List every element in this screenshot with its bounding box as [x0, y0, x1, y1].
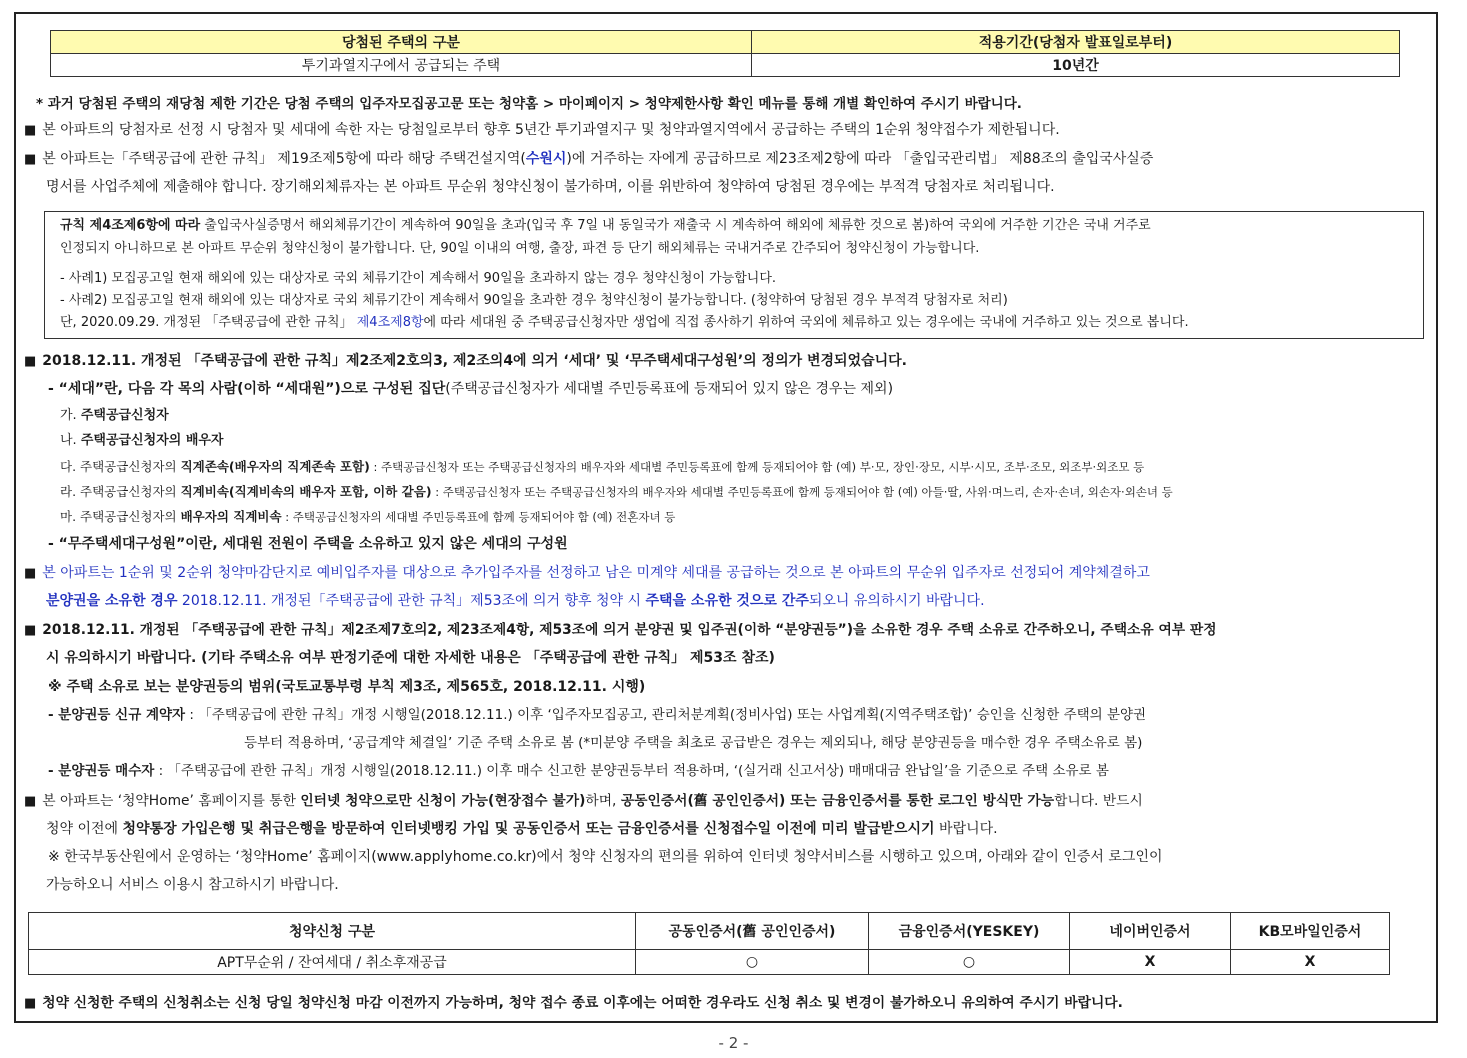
s3-new-contract	[48, 705, 1146, 725]
s4-l2a: 청약 이전에	[46, 821, 123, 837]
box-line-5	[60, 314, 1189, 332]
s4-l2r: 바랍니다.	[934, 821, 998, 837]
p2-text-b: )에 거주하는 자에게 공급하므로 제23조제2항에 따라 「출입국관리법」 제88조의 출입국사실증	[566, 151, 1154, 167]
s1-d1-bold: - “세대”란, 다음 각 목의 사람(이하 “세대원”)으로 구성된 집단	[48, 381, 446, 397]
s1-def-homeless: - “무주택세대구성원”이란, 세대원 전원이 주택을 소유하고 있지 않은 세대의 구성원	[48, 536, 568, 552]
s3-l4-bold: - 분양권등 신규 계약자	[48, 707, 186, 723]
bullet-square: ■	[24, 123, 37, 138]
s1-item-ra	[60, 483, 1173, 501]
s1-na-bold: 주택공급신청자의 배우자	[80, 433, 224, 448]
s2-line-2	[46, 591, 985, 611]
p1-text: 본 아파트의 당첨자로 선정 시 당첨자 및 세대에 속한 자는 당첨일로부터 향후 5년간 투기과열지구 및 청약과열지역에서 공급하는 주택의 1순위 청약접수가 제한됩니다.	[42, 122, 1060, 138]
bullet-square: ■	[24, 566, 37, 581]
s2-l1: 본 아파트는 1순위 및 2순위 청약마감단지로 예비입주자를 대상으로 추가입주자를 선정하고 남은 미계약 세대를 공급하는 것으로 본 아파트의 무순위 입주자로 선정되어 계약체결하고	[42, 565, 1150, 581]
table2-cell-joint-cert: ○	[636, 950, 869, 975]
table1-header-period: 적용기간(당첨자 발표일로부터)	[752, 31, 1400, 54]
box-line-1-bold: 규칙 제4조제6항에 따라	[60, 218, 201, 233]
p2-city: 수원시	[525, 151, 567, 167]
s4-l4: 가능하오니 서비스 이용시 참고하시기 바랍니다.	[46, 877, 339, 893]
box-line-3: - 사례1) 모집공고일 현재 해외에 있는 대상자로 국외 체류기간이 계속해서 90일을 초과하지 않는 경우 청약신청이 가능합니다.	[60, 271, 777, 286]
s3-buyer	[48, 761, 1109, 781]
s2-l2-bold: 분양권을 소유한 경우	[46, 593, 178, 609]
s3-l1: 2018.12.11. 개정된 「주택공급에 관한 규칙」제2조제7호의2, 제23조제4항, 제53조에 의거 분양권 및 입주권(이하 “분양권등”)을 소유한 경우 주택 소유로 간주하오니, 주택소유 여부 판정	[42, 622, 1217, 638]
s1-da-bold: 직계존속(배우자의 직계존속 포함)	[180, 459, 370, 474]
s3-l6-bold: - 분양권등 매수자	[48, 763, 155, 779]
s3-l4: : 「주택공급에 관한 규칙」개정 시행일(2018.12.11.) 이후 ‘입주자모집공고, 관리처분계획(정비사업) 또는 사업계획(지역주택조합)’ 승인을 신청한 주택의 분양권	[185, 707, 1147, 723]
table2-header-joint-cert: 공동인증서(舊 공인인증서)	[636, 913, 869, 950]
s1-item-na	[60, 432, 224, 450]
table2-cell-type: APT무순위 / 잔여세대 / 취소후재공급	[29, 950, 636, 975]
box-line-5a: 단, 2020.09.29. 개정된 「주택공급에 관한 규칙」	[60, 315, 357, 330]
s1-ga-bold: 주택공급신청자	[80, 408, 169, 423]
s4-line-2	[46, 819, 998, 839]
s1-item-da	[60, 458, 1144, 476]
s3-l3: ※ 주택 소유로 보는 분양권등의 범위(국토교통부령 부칙 제3조, 제565호, 2018.12.11. 시행)	[48, 679, 646, 695]
paragraph-rewin-limit	[24, 120, 1060, 141]
final-text: 청약 신청한 주택의 신청취소는 신청 당일 청약신청 마감 이전까지 가능하며, 청약 접수 종료 이후에는 어떠한 경우라도 신청 취소 및 변경이 불가하오니 유의하여 주시기 바랍니다.	[42, 995, 1123, 1011]
s1-item-ma	[60, 508, 675, 526]
table2-header-kb-cert: KB모바일인증서	[1231, 913, 1390, 950]
s4-l1a: 본 아파트는 ‘청약Home’ 홈페이지를 통한	[42, 793, 301, 809]
s1-ga-label: 가.	[60, 408, 81, 423]
s4-l1r: 합니다. 반드시	[1054, 793, 1143, 809]
s1-def-household	[48, 379, 893, 399]
table2-cell-kb-cert: X	[1231, 950, 1390, 975]
star-note: * 과거 당첨된 주택의 재당첨 제한 기간은 당첨 주택의 입주자모집공고문 또는 청약홈 > 마이페이지 > 청약제한사항 확인 메뉴를 통해 개별 확인하여 주시기 바랍니다.	[36, 96, 1022, 112]
section-unsold-units	[24, 563, 1150, 584]
table1-cell-type: 투기과열지구에서 공급되는 주택	[51, 54, 752, 77]
s1-ra-rest: : 주택공급신청자 또는 주택공급신청자의 배우자와 세대별 주민등록표에 함께 등재되어야 함 (예) 아들·딸, 사위·며느리, 손자·손녀, 외손자·외손녀 등	[431, 485, 1173, 499]
s1-ma-label: 마. 주택공급신청자의	[60, 509, 181, 524]
s3-l6: : 「주택공급에 관한 규칙」개정 시행일(2018.12.11.) 이후 매수 신고한 분양권등부터 적용하며, ‘(실거래 신고서상) 매매대금 완납일’을 기준으로 주택 소유로 봄	[154, 763, 1109, 779]
bullet-square: ■	[24, 794, 37, 809]
box-line-5-blue: 제4조제8항	[356, 315, 424, 330]
s2-l2: 2018.12.11. 개정된「주택공급에 관한 규칙」제53조에 의거 향후 청약 시	[177, 593, 646, 609]
table2-cell-naver-cert: X	[1070, 950, 1231, 975]
bullet-square: ■	[24, 996, 37, 1011]
box-line-1	[60, 217, 1151, 235]
s1-da-rest: : 주택공급신청자 또는 주택공급신청자의 배우자와 세대별 주민등록표에 함께 등재되어야 함 (예) 부·모, 장인·장모, 시부·시모, 조부·조모, 외조부·외조모 등	[369, 460, 1145, 474]
page-number: - 2 -	[718, 1034, 749, 1052]
s4-l1-bold2: 공동인증서(舊 공인인증서) 또는 금융인증서를 통한 로그인 방식만 가능	[620, 793, 1055, 809]
paragraph-residence	[24, 149, 1153, 170]
p2-text-c: 명서를 사업주체에 제출해야 합니다. 장기해외체류자는 본 아파트 무순위 청약신청이 불가하며, 이를 위반하여 청약하여 당첨된 경우에는 부적격 당첨자로 처리됩니다.	[46, 179, 1055, 195]
s1-ra-bold: 직계비속(직계비속의 배우자 포함, 이하 같음)	[180, 484, 432, 499]
table1-cell-period: 10년간	[752, 54, 1400, 77]
section-internet-apply	[24, 791, 1143, 812]
bullet-square: ■	[24, 152, 37, 167]
s1-ma-bold: 배우자의 직계비속	[180, 509, 282, 524]
table2-header-naver-cert: 네이버인증서	[1070, 913, 1231, 950]
s1-d1: (주택공급신청자가 세대별 주민등록표에 등재되어 있지 않은 경우는 제외)	[445, 381, 894, 397]
section-presale-rights	[24, 620, 1217, 641]
winning-house-period-table	[50, 30, 1400, 77]
table2-header-type: 청약신청 구분	[29, 913, 636, 950]
s3-l5: 등부터 적용하며, ‘공급계약 체결일’ 기준 주택 소유로 봄 (*미분양 주택을 최초로 공급받은 경우는 제외되나, 해당 분양권등을 매수한 경우 주택소유로 봄)	[244, 735, 1143, 751]
box-line-4: - 사례2) 모집공고일 현재 해외에 있는 대상자로 국외 체류기간이 계속해서 90일을 초과한 경우 청약신청이 불가능합니다. (청약하여 당첨된 경우 부적격 당첨자로 처리)	[60, 293, 1008, 308]
s1-title: 2018.12.11. 개정된 「주택공급에 관한 규칙」제2조제2호의3, 제2조의4에 의거 ‘세대’ 및 ‘무주택세대구성원’의 정의가 변경되었습니다.	[42, 353, 907, 369]
table1-header-type: 당첨된 주택의 구분	[51, 31, 752, 54]
s2-l2-rest: 되오니 유의하시기 바랍니다.	[808, 593, 985, 609]
s3-l2: 시 유의하시기 바랍니다. (기타 주택소유 여부 판정기준에 대한 자세한 내용은 「주택공급에 관한 규칙」 제53조 참조)	[46, 650, 775, 666]
s1-item-ga	[60, 407, 169, 425]
s4-l2-bold: 청약통장 가입은행 및 취급은행을 방문하여 인터넷뱅킹 가입 및 공동인증서 또는 금융인증서를 신청접수일 이전에 미리 발급받으시기	[122, 821, 935, 837]
s1-da-label: 다. 주택공급신청자의	[60, 459, 181, 474]
s1-ma-rest: : 주택공급신청자의 세대별 주민등록표에 함께 등재되어야 함 (예) 전혼자녀 등	[281, 510, 676, 524]
s1-na-label: 나.	[60, 433, 81, 448]
box-line-2: 인정되지 아니하므로 본 아파트 무순위 청약신청이 불가합니다. 단, 90일 이내의 여행, 출장, 파견 등 단기 해외체류는 국내거주로 간주되어 청약신청이 가능합니다.	[60, 241, 980, 256]
final-cancel-note	[24, 993, 1123, 1014]
certificate-table	[28, 912, 1390, 975]
box-line-1-text: 출입국사실증명서 해외체류기간이 계속하여 90일을 초과(입국 후 7일 내 동일국가 재출국 시 계속하여 해외에 체류한 것으로 봄)하여 국외에 거주한 기간은 국내 거주로	[200, 218, 1151, 233]
s4-l3: ※ 한국부동산원에서 운영하는 ‘청약Home’ 홈페이지(www.applyhome.co.kr)에서 청약 신청자의 편의를 위하여 인터넷 청약서비스를 시행하고 있으며, 아래와 같이 인증서 로그인이	[48, 849, 1163, 865]
bullet-square: ■	[24, 623, 37, 638]
s4-l1-bold: 인터넷 청약으로만 신청이 가능(현장접수 불가)	[300, 793, 586, 809]
bullet-square: ■	[24, 354, 37, 369]
table2-header-fin-cert: 금융인증서(YESKEY)	[869, 913, 1070, 950]
p2-text-a: 본 아파트는「주택공급에 관한 규칙」 제19조제5항에 따라 해당 주택건설지역(	[42, 151, 526, 167]
section-household-title	[24, 351, 907, 372]
s4-l1m: 하며,	[585, 793, 621, 809]
table2-cell-fin-cert: ○	[869, 950, 1070, 975]
s1-ra-label: 라. 주택공급신청자의	[60, 484, 181, 499]
box-line-5b: 에 따라 세대원 중 주택공급신청자만 생업에 직접 종사하기 위하여 국외에 체류하고 있는 경우에는 국내에 거주하고 있는 것으로 봅니다.	[423, 315, 1189, 330]
s2-l2-bold2: 주택을 소유한 것으로 간주	[645, 593, 809, 609]
